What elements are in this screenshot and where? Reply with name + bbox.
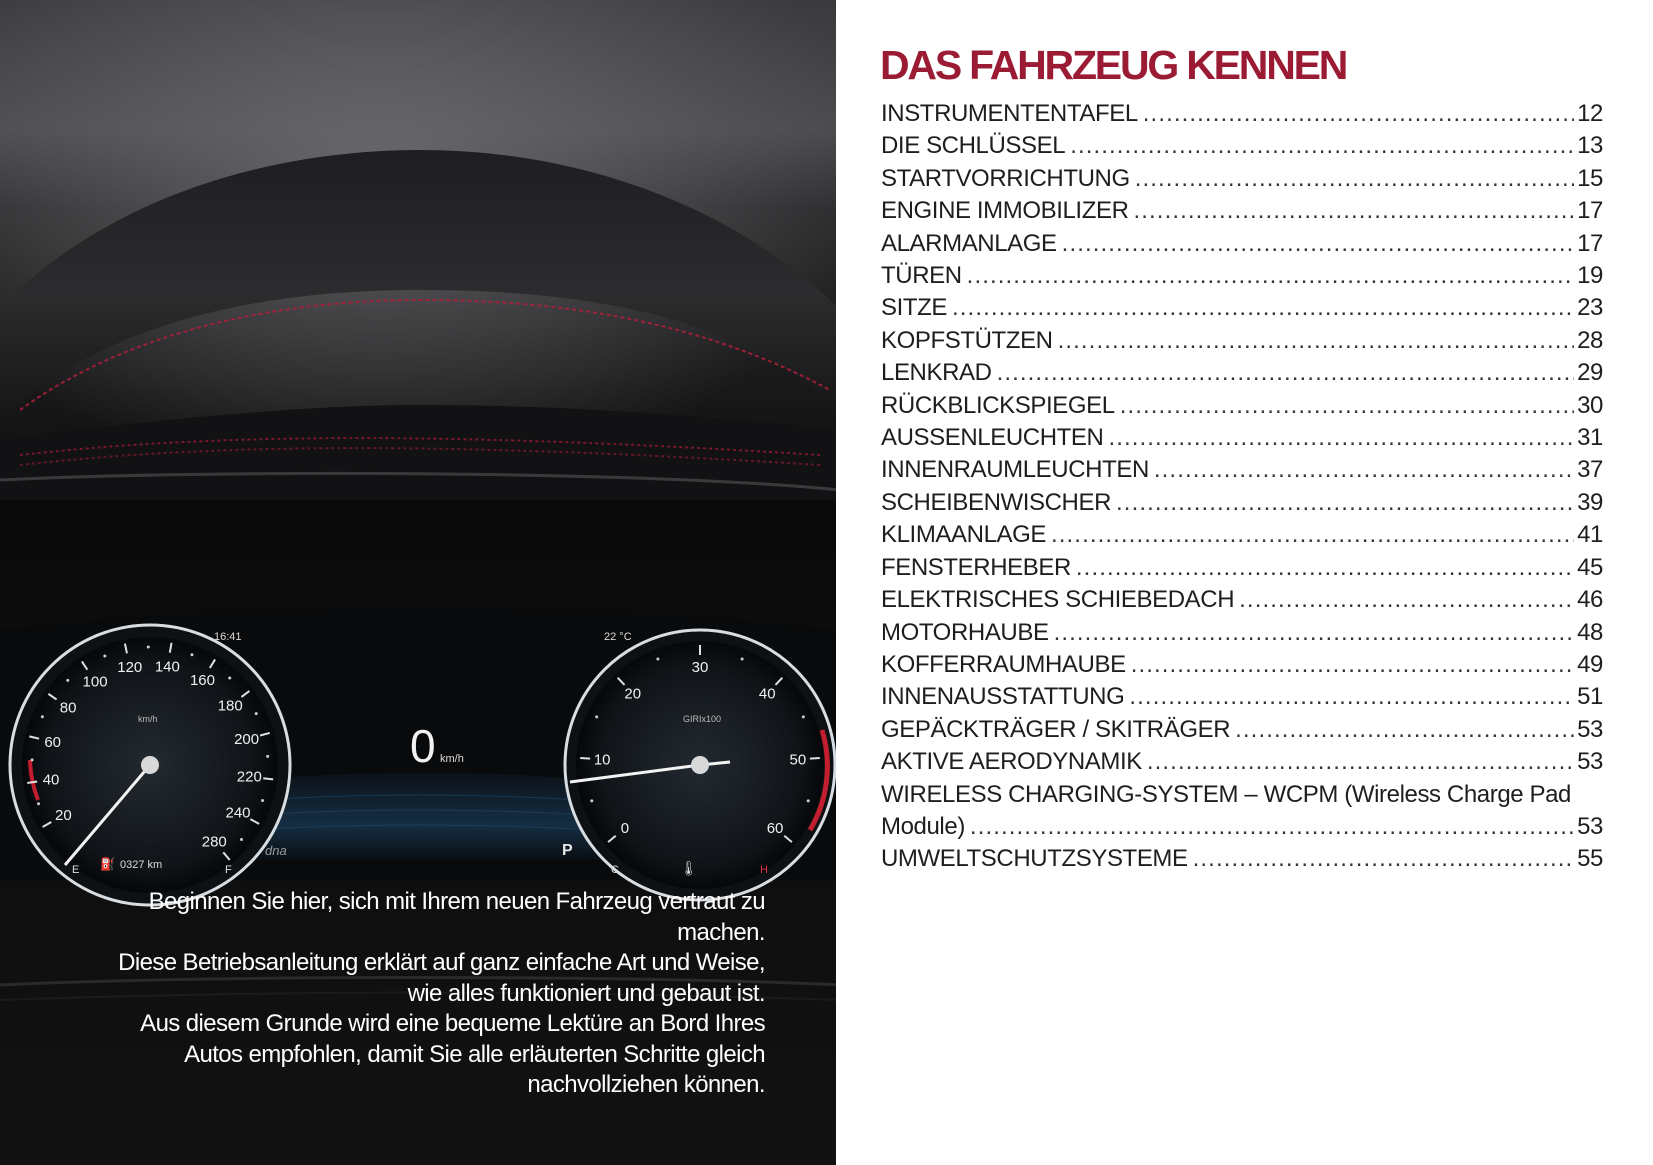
toc-entry-page: 15 [1577,164,1603,192]
toc-entry[interactable] [881,584,1603,616]
toc-dot-leader [1070,130,1574,162]
intro-paragraph-2: Diese Betriebsanleitung erklärt auf ganz einfache Art und Weise, wie alles funktioniert und gebaut ist. [118,949,765,1007]
toc-dot-leader [1129,681,1574,713]
outside-temp: 22 °C [604,631,632,643]
speedo-minor-tick [31,758,34,761]
tacho-numeral: 50 [789,751,807,769]
toc-entry-page: 17 [1577,229,1603,257]
tacho-minor-tick [590,799,593,802]
toc-entry[interactable] [881,746,1603,778]
fuel-empty-label: E [72,864,80,876]
tacho-tick [580,758,590,759]
toc-entry[interactable] [881,228,1603,260]
toc-entry-label: TÜREN [881,262,962,290]
toc-entry-label: INNENAUSSTATTUNG [881,683,1125,711]
toc-entry[interactable] [881,519,1603,551]
clock: 16:41 [214,631,242,643]
toc-dot-leader [1062,228,1574,260]
toc-entry-label: RÜCKBLICKSPIEGEL [881,391,1115,419]
toc-entry-label: SCHEIBENWISCHER [881,488,1112,516]
toc-entry[interactable] [881,390,1603,422]
toc-entry[interactable] [881,552,1603,584]
tacho-unit: GIRIx100 [683,714,722,724]
toc-entry[interactable] [881,714,1603,746]
speedo-numeral: 40 [42,771,60,789]
temp-hot-label: H [760,864,768,876]
toc-dot-leader [1058,325,1574,357]
toc-entry-label: KLIMAANLAGE [881,521,1046,549]
toc-entry-label: DIE SCHLÜSSEL [881,132,1066,160]
toc-entry-page: 51 [1577,683,1603,711]
tacho-minor-tick [802,715,805,718]
toc-dot-leader [1154,454,1574,486]
tacho-minor-tick [741,658,744,661]
toc-entry[interactable] [881,357,1603,389]
toc-entry-label: STARTVORRICHTUNG [881,164,1130,192]
toc-entry-label: LENKRAD [881,359,992,387]
toc-entry[interactable] [881,195,1603,227]
toc-entry[interactable] [881,325,1603,357]
toc-entry-label: ENGINE IMMOBILIZER [881,197,1129,225]
fuel-full-label: F [225,864,232,876]
rpm-needle-hub [691,756,709,774]
toc-entry[interactable] [881,487,1603,519]
intro-paragraph-3: Aus diesem Grunde wird eine bequeme Lektüre an Bord Ihres Autos empfohlen, damit Sie alle erläuterten Schritte gleich nachvollziehen können. [140,1010,765,1098]
toc-dot-leader [952,292,1574,324]
speedo-minor-tick [190,653,193,656]
speedo-numeral: 100 [82,673,108,691]
section-title: DAS FAHRZEUG KENNEN [880,42,1347,88]
toc-entry-page: 53 [1577,715,1603,743]
tacho-minor-tick [807,799,810,802]
toc-dot-leader [1239,584,1574,616]
speedo-numeral: 80 [59,699,77,717]
table-of-contents [881,98,1603,876]
toc-entry-page: 39 [1577,488,1603,516]
toc-entry[interactable] [881,454,1603,486]
toc-dot-leader [997,357,1575,389]
toc-entry-page: 45 [1577,553,1603,581]
toc-entry[interactable] [881,422,1603,454]
toc-entry-label: KOFFERRAUMHAUBE [881,650,1126,678]
toc-entry[interactable] [881,779,1603,844]
toc-entry-page: 46 [1577,586,1603,614]
tacho-numeral: 60 [766,819,784,837]
tacho-numeral: 40 [758,685,776,703]
toc-entry[interactable] [881,163,1603,195]
toc-entry-page: 29 [1577,359,1603,387]
speedo-numeral: 240 [225,804,251,822]
toc-dot-leader [1134,195,1575,227]
toc-entry-label: ELEKTRISCHES SCHIEBEDACH [881,586,1235,614]
toc-entry[interactable] [881,843,1603,875]
tacho-numeral: 0 [620,819,630,837]
toc-entry-label: INSTRUMENTENTAFEL [881,100,1138,127]
toc-entry-label: KOPFSTÜTZEN [881,326,1053,354]
toc-entry-line2 [881,811,1603,843]
toc-entry-label: AUSSENLEUCHTEN [881,424,1104,452]
tacho-minor-tick [656,658,659,661]
toc-dot-leader [1120,390,1574,422]
toc-dot-leader [1054,617,1575,649]
toc-dot-leader [1143,98,1574,130]
speedo-numeral: 120 [117,659,143,677]
speedo-minor-tick [255,712,258,715]
toc-entry[interactable] [881,292,1603,324]
speedo-minor-tick [66,679,69,682]
toc-entry-page: 53 [1577,812,1603,840]
toc-entry[interactable] [881,681,1603,713]
toc-dot-leader [1076,552,1574,584]
speedo-minor-tick [147,646,150,649]
toc-entry-page: 31 [1577,424,1603,452]
digital-speed-unit: km/h [440,753,464,765]
digital-speed: 0 [410,720,436,772]
tacho-minor-tick [595,715,598,718]
temp-cold-label: C [611,864,619,876]
toc-entry-page: 12 [1577,100,1603,127]
toc-dot-leader [967,260,1574,292]
toc-dot-leader [1135,163,1574,195]
toc-entry-label: AKTIVE AERODYNAMIK [881,748,1142,776]
speedo-minor-tick [266,755,269,758]
speedo-numeral: 140 [154,658,180,676]
toc-dot-leader [970,811,1574,843]
toc-dot-leader [1116,487,1574,519]
tacho-numeral: 10 [593,751,611,769]
toc-entry-label: ALARMANLAGE [881,229,1057,257]
tacho-numeral: 30 [691,659,709,676]
toc-entry[interactable] [881,649,1603,681]
speedo-minor-tick [103,654,106,657]
toc-entry-page: 55 [1577,845,1603,873]
toc-dot-leader [1108,422,1574,454]
toc-dot-leader [1051,519,1574,551]
speedo-numeral: 220 [236,768,262,786]
toc-entry-label: UMWELTSCHUTZSYSTEME [881,845,1188,873]
toc-dot-leader [1147,746,1574,778]
speedo-numeral: 160 [189,671,216,689]
toc-entry[interactable] [881,130,1603,162]
toc-entry-page: 17 [1577,197,1603,225]
intro-text [110,887,765,1101]
speed-needle-hub [141,756,159,774]
speedo-minor-tick [228,677,231,680]
speedo-minor-tick [240,838,243,841]
toc-entry-page: 53 [1577,748,1603,776]
speedo-numeral: 20 [55,807,72,824]
dna-logo: dna [265,843,287,858]
speedo-numeral: 60 [44,733,62,751]
speedo-numeral: 180 [217,697,243,715]
toc-entry-label: GEPÄCKTRÄGER / SKITRÄGER [881,715,1231,743]
toc-entry-label-line1: WIRELESS CHARGING-SYSTEM – WCPM (Wireless Charge Pad [881,780,1572,808]
toc-entry[interactable] [881,98,1603,130]
odometer: 0327 km [120,859,163,871]
toc-dot-leader [1235,714,1574,746]
toc-entry-page: 13 [1577,132,1603,160]
toc-entry-page: 19 [1577,262,1603,290]
toc-entry-label: SITZE [881,294,948,322]
speedo-unit: km/h [138,714,158,724]
speedo-tick [263,778,273,779]
speedo-numeral: 280 [201,833,227,851]
toc-entry-label-line2: Module) [881,812,965,840]
speedo-minor-tick [41,715,44,718]
toc-entry-label: INNENRAUMLEUCHTEN [881,456,1149,484]
toc-entry-page: 37 [1577,456,1603,484]
coolant-temperature-icon: 🌡 [680,861,698,877]
toc-entry-page: 49 [1577,650,1603,678]
fuel-pump-icon: ⛽ [100,857,115,871]
toc-dot-leader [1131,649,1574,681]
toc-entry-label: MOTORHAUBE [881,618,1049,646]
speedo-minor-tick [261,799,264,802]
tacho-numeral: 20 [624,685,642,703]
toc-entry[interactable] [881,617,1603,649]
toc-entry-page: 48 [1577,618,1603,646]
speedo-numeral: 200 [234,731,260,749]
gear-indicator: P [562,842,573,859]
toc-entry-page: 30 [1577,391,1603,419]
speedo-minor-tick [37,802,40,805]
toc-entry[interactable] [881,260,1603,292]
tacho-tick [810,758,820,759]
toc-entry-label: FENSTERHEBER [881,553,1071,581]
toc-dot-leader [1193,843,1574,875]
toc-entry-page: 28 [1577,326,1603,354]
toc-entry-page: 41 [1577,521,1603,549]
intro-paragraph-1: Beginnen Sie hier, sich mit Ihrem neuen Fahrzeug vertraut zu machen. [148,888,765,946]
toc-entry-page: 23 [1577,294,1603,322]
